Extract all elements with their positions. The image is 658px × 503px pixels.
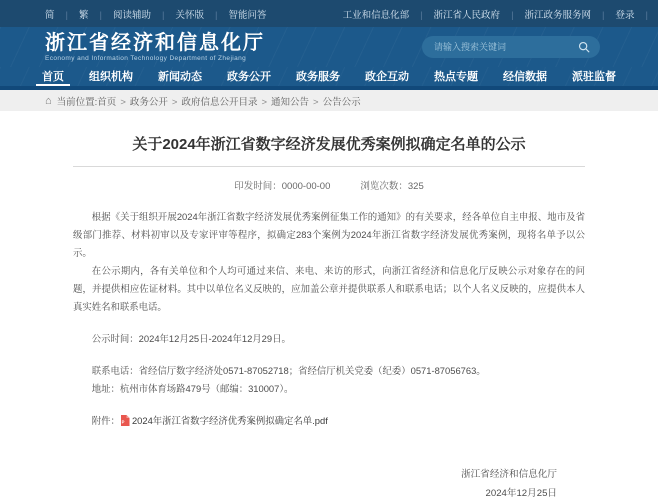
topbar-link-login[interactable]: 登录 | — [616, 7, 648, 21]
search-input[interactable] — [434, 42, 578, 52]
site-brand[interactable] — [45, 33, 265, 62]
signature-org: 浙江省经济和信息化厅 — [461, 469, 557, 480]
topbar-link-zj-service[interactable]: 浙江政务服务网 | — [525, 7, 616, 21]
breadcrumb-home[interactable]: 首页 > — [97, 94, 130, 108]
site-title: 浙江省经济和信息化厅 — [45, 31, 265, 54]
topbar-link-simplified[interactable]: 简 | — [45, 7, 79, 21]
site-subtitle: Economy and Information Technology Department of Zhejiang — [45, 54, 247, 62]
article-meta — [45, 178, 613, 192]
search-icon[interactable] — [578, 41, 590, 53]
topbar-link-zj-gov[interactable]: 浙江省人民政府 | — [434, 7, 525, 21]
signature-block — [73, 465, 557, 503]
nav-item-home[interactable]: 首页 — [36, 67, 70, 86]
main-nav — [0, 67, 658, 86]
home-icon: ⌂ — [45, 94, 52, 107]
print-time-label: 印发时间： — [234, 181, 282, 192]
views-label: 浏览次数： — [360, 181, 408, 192]
views-value: 325 — [407, 181, 424, 192]
attachment-file-link[interactable]: 2024年浙江省数字经济优秀案例拟确定名单.pdf — [131, 415, 328, 426]
topbar-link-smart-qa[interactable]: 智能问答 — [228, 9, 267, 21]
article-body — [73, 208, 585, 503]
nav-item-organization[interactable]: 组织机构 — [89, 70, 133, 83]
signature-date: 2024年12月25日 — [485, 488, 557, 499]
paragraph-basis: 根据《关于组织开展2024年浙江省数字经济发展优秀案例征集工作的通知》的有关要求，经各单位自主申报、地市及省级部门推荐、材料初审以及专家评审等程序，拟确定283个案例为2024年浙江省数字经济发展优秀案例，现将名单予以公示。 — [73, 211, 585, 258]
pdf-icon — [120, 415, 130, 426]
topbar-link-traditional[interactable]: 繁 | — [79, 7, 113, 21]
nav-item-gov-services[interactable]: 政务服务 — [296, 70, 340, 83]
svg-text:P: P — [121, 419, 125, 425]
breadcrumb-announcements[interactable]: 公告公示 — [322, 96, 361, 108]
paragraph-contact-phone: 联系电话：省经信厅数字经济处0571-87052718；省经信厅机关党委（纪委）0571-87056763。 — [91, 365, 486, 376]
attachment-label: 附件： — [91, 415, 120, 426]
topbar-link-care-version[interactable]: 关怀版 | — [175, 7, 228, 21]
breadcrumb-prefix: 当前位置: — [56, 96, 98, 108]
topbar-right-links — [343, 7, 648, 21]
article — [0, 111, 658, 503]
nav-item-news[interactable]: 新闻动态 — [158, 70, 202, 83]
top-utility-bar — [0, 0, 658, 27]
print-time-value: 0000-00-00 — [281, 181, 331, 192]
nav-item-gov-affairs[interactable]: 政务公开 — [227, 70, 271, 83]
paragraph-address: 地址：杭州市体育场路479号（邮编：310007）。 — [91, 383, 294, 394]
paragraph-publicity-period: 公示时间：2024年12月25日-2024年12月29日。 — [91, 333, 291, 344]
breadcrumb-gov-affairs[interactable]: 政务公开 > — [130, 94, 182, 108]
breadcrumb-notices[interactable]: 通知公告 > — [271, 94, 323, 108]
nav-item-hot-topics[interactable]: 热点专题 — [434, 70, 478, 83]
site-masthead — [0, 27, 658, 67]
page-title: 关于2024年浙江省数字经济发展优秀案例拟确定名单的公示 — [132, 136, 526, 153]
topbar-link-reading-aid[interactable]: 阅读辅助 | — [113, 7, 175, 21]
attachment-row — [73, 413, 585, 427]
nav-item-supervision[interactable]: 派驻监督 — [572, 70, 616, 83]
nav-item-interaction[interactable]: 政企互动 — [365, 70, 409, 83]
title-divider — [73, 166, 585, 167]
breadcrumb — [0, 90, 658, 111]
site-search — [422, 36, 600, 58]
paragraph-feedback: 在公示期内，各有关单位和个人均可通过来信、来电、来访的形式，向浙江省经济和信息化厅反映公示对象存在的问题，并提供相应佐证材料。其中以单位名义反映的，应加盖公章并提供联系人和联系电话；以个人名义反映的，应提供本人真实姓名和联系电话。 — [73, 265, 585, 312]
topbar-link-miit[interactable]: 工业和信息化部 | — [343, 7, 434, 21]
topbar-left-links — [45, 7, 266, 21]
nav-item-data[interactable]: 经信数据 — [503, 70, 547, 83]
breadcrumb-info-directory[interactable]: 政府信息公开目录 > — [181, 94, 271, 108]
